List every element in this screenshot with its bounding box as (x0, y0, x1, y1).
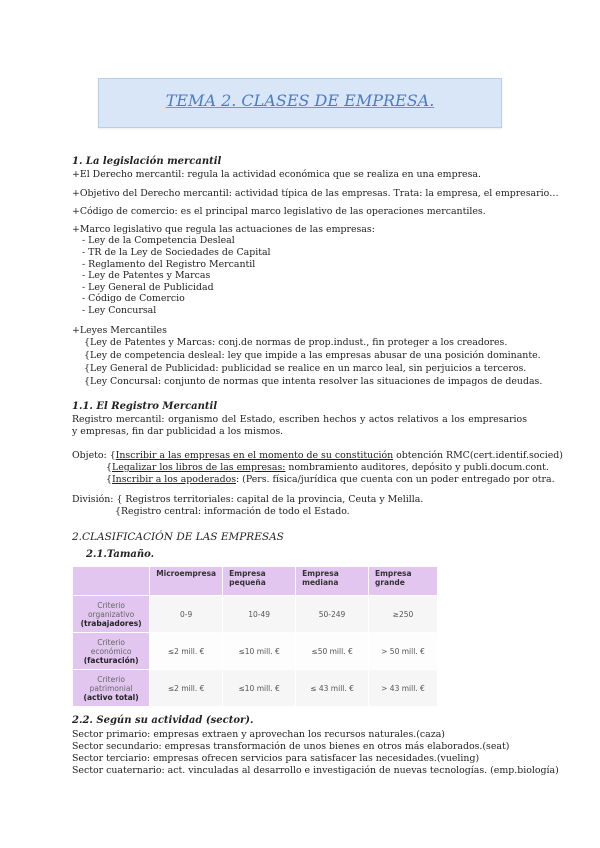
list-item: - Ley de la Competencia Desleal (82, 235, 235, 246)
section-1-heading: 1. La legislación mercantil (72, 156, 222, 167)
row-label (73, 670, 150, 707)
table-header: Empresa grande (368, 567, 437, 596)
table-cell: ≤2 mill. € (150, 670, 223, 707)
table-cell: 50-249 (296, 596, 369, 633)
registro-paragraph: Registro mercantil: organismo del Estado, escriben hechos y actos relativos a los empresarios y empresas, fin dar publicidad a los mismos. (72, 414, 527, 437)
brace: { (106, 474, 112, 485)
list-item: - Reglamento del Registro Mercantil (82, 259, 256, 270)
table-cell: ≥250 (368, 596, 437, 633)
table-header: Microempresa (150, 567, 223, 596)
division-line-1: División: { Registros territoriales: capital de la provincia, Ceuta y Melilla. (72, 494, 424, 505)
row-label (73, 633, 150, 670)
sector-item: Sector terciario: empresas ofrecen servicios para satisfacer las necesidades.(vueling) (72, 753, 480, 764)
table-cell: ≤ 43 mill. € (296, 670, 369, 707)
objeto-line-2 (106, 462, 549, 473)
objeto-1-underlined: Inscribir a las empresas en el momento de su constitución (115, 450, 394, 461)
objeto-3-underlined: Inscribir a los apoderados (111, 474, 237, 485)
title-banner (98, 78, 502, 128)
paragraph-objetivo: +Objetivo del Derecho mercantil: actividad típica de las empresas. Trata: la empresa, el empresario… (72, 188, 559, 199)
ley-item: {Ley de competencia desleal: ley que impide a las empresas abusar de una posición dominante. (84, 350, 541, 361)
sector-item: Sector secundario: empresas transformación de unos bienes en otros más elaborados.(seat) (72, 741, 510, 752)
table-row (73, 596, 438, 633)
objeto-2-underlined: Legalizar los libros de las empresas: (111, 462, 286, 473)
table-cell: > 50 mill. € (368, 633, 437, 670)
size-table (72, 566, 438, 707)
table-row (73, 670, 438, 707)
table-row (73, 633, 438, 670)
row-label-bold: (activo total) (83, 692, 139, 702)
objeto-line-1 (72, 450, 563, 461)
table-cell: ≤10 mill. € (223, 670, 296, 707)
paragraph-marco: +Marco legislativo que regula las actuaciones de las empresas: (72, 224, 375, 235)
table-cell: > 43 mill. € (368, 670, 437, 707)
table-header-row (73, 567, 438, 596)
row-label-text: Criterio organizativo (87, 600, 135, 619)
list-item: - Ley de Patentes y Marcas (82, 270, 211, 281)
brace: { (106, 462, 112, 473)
paragraph-codigo: +Código de comercio: es el principal marco legislativo de las operaciones mercantiles. (72, 206, 486, 217)
table-header: Empresa mediana (296, 567, 369, 596)
table-cell: ≤10 mill. € (223, 633, 296, 670)
ley-item: {Ley General de Publicidad: publicidad se realice en un marco leal, sin perjuicios a terceros. (84, 363, 527, 374)
sector-item: Sector cuaternario: act. vinculadas al desarrollo e investigación de nuevas tecnologías. (emp.biología) (72, 765, 559, 776)
row-label-bold: (trabajadores) (80, 618, 142, 628)
list-item: - Código de Comercio (82, 293, 185, 304)
table-cell: 0-9 (150, 596, 223, 633)
objeto-1-rest: obtención RMC(cert.identif.socied) (393, 450, 563, 461)
section-2-1-heading: 2.1.Tamaño. (86, 549, 155, 560)
ley-item: {Ley Concursal: conjunto de normas que intenta resolver las situaciones de impagos de deudas. (84, 376, 543, 387)
objeto-2-rest: nombramiento auditores, depósito y publi.docum.cont. (285, 462, 549, 473)
paragraph-derecho: +El Derecho mercantil: regula la actividad económica que se realiza en una empresa. (72, 169, 481, 180)
list-item: - Ley Concursal (82, 305, 157, 316)
objeto-3-rest: : (Pers. física/jurídica que cuenta con un poder entregado por otra. (236, 474, 555, 485)
table-cell: ≤2 mill. € (150, 633, 223, 670)
table-cell: 10-49 (223, 596, 296, 633)
objeto-prefix: Objeto: { (72, 450, 116, 461)
table-cell: ≤50 mill. € (296, 633, 369, 670)
page-title: TEMA 2. CLASES DE EMPRESA. (165, 91, 435, 110)
table-header-empty (73, 567, 150, 596)
section-2-2-heading: 2.2. Según su actividad (sector). (72, 715, 254, 726)
section-1-1-heading: 1.1. El Registro Mercantil (72, 401, 218, 412)
section-2-heading: 2.CLASIFICACIÓN DE LAS EMPRESAS (72, 531, 284, 543)
row-label-text: Criterio económico (90, 637, 132, 656)
row-label-bold: (facturación) (83, 655, 139, 665)
list-item: - Ley General de Publicidad (82, 282, 214, 293)
leyes-heading: +Leyes Mercantiles (72, 325, 167, 336)
division-line-2: {Registro central: información de todo el Estado. (115, 506, 350, 517)
row-label-text: Criterio patrimonial (89, 674, 133, 693)
objeto-line-3 (106, 474, 555, 485)
row-label (73, 596, 150, 633)
ley-item: {Ley de Patentes y Marcas: conj.de normas de prop.indust., fin proteger a los creadores. (84, 337, 508, 348)
list-item: - TR de la Ley de Sociedades de Capital (82, 247, 271, 258)
sector-item: Sector primario: empresas extraen y aprovechan los recursos naturales.(caza) (72, 729, 445, 740)
table-header: Empresa pequeña (223, 567, 296, 596)
